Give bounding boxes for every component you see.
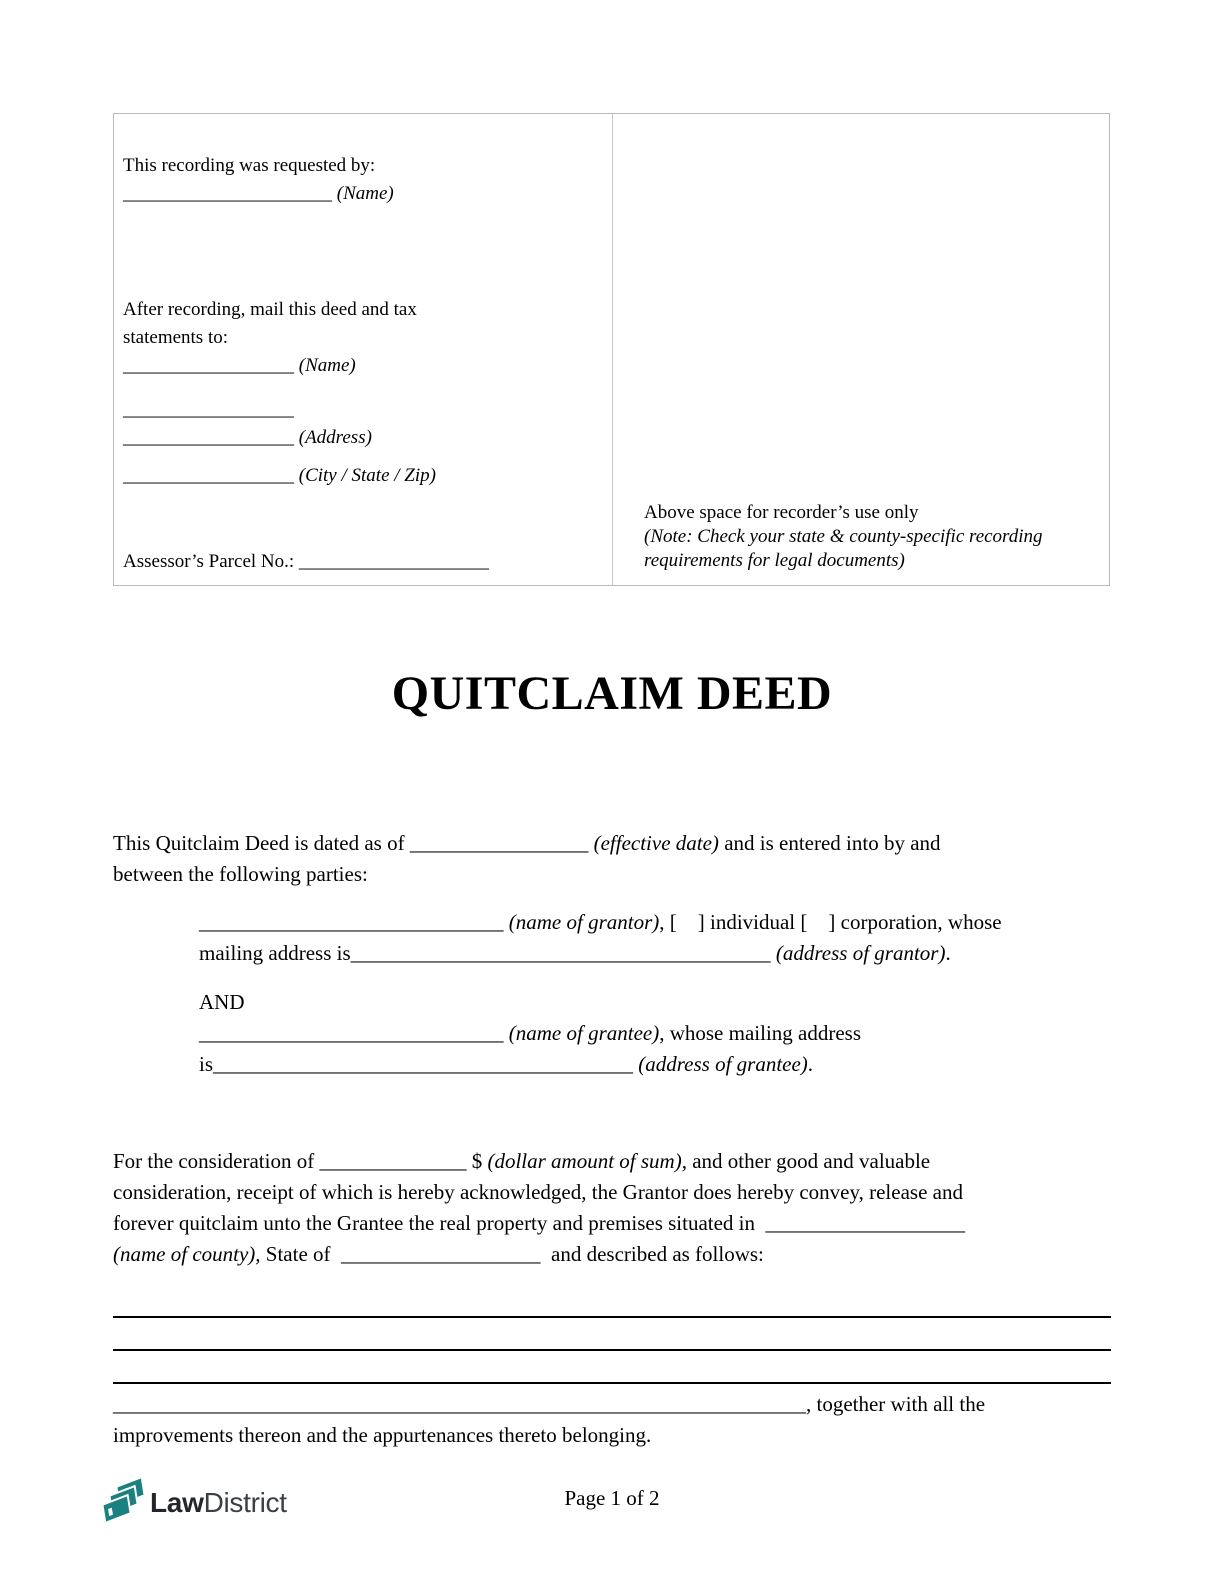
conjunction-and: AND	[199, 990, 245, 1014]
text-line	[113, 828, 1111, 859]
text-segment: .	[945, 941, 951, 965]
text-segment: forever quitclaim unto the Grantee the real property and premises situated in ___________________	[113, 1211, 966, 1235]
text-line	[199, 1049, 1111, 1080]
page-title: QUITCLAIM DEED	[391, 667, 833, 720]
text-segment: , together with all the	[806, 1392, 986, 1416]
text-segment: __________________________________________________________________	[113, 1392, 806, 1416]
hint-italic-text: (dollar amount of sum),	[487, 1149, 687, 1173]
grantee-clause	[199, 1018, 1111, 1080]
text-line	[123, 462, 598, 490]
recording-box	[113, 113, 1110, 586]
intro-paragraph	[113, 828, 1111, 890]
logo-text-law: Law	[150, 1487, 204, 1518]
text-line	[113, 859, 1111, 890]
legal-description-blank-line	[113, 1318, 1111, 1351]
hint-italic-text: requirements for legal documents)	[644, 550, 905, 571]
text-segment: For the consideration of ______________ $	[113, 1149, 488, 1173]
hint-italic-text: (address of grantee)	[638, 1052, 808, 1076]
text-line	[113, 1389, 1111, 1420]
text-segment: improvements thereon and the appurtenances thereto belonging.	[113, 1423, 652, 1447]
text-line	[123, 548, 598, 576]
recorder-use-space	[613, 114, 1109, 585]
text-segment: is________________________________________	[199, 1052, 639, 1076]
consideration-paragraph	[113, 1146, 1111, 1270]
deed-body	[113, 828, 1111, 1451]
text-segment: __________________	[123, 355, 299, 376]
mail-to-section	[123, 296, 598, 380]
text-line	[123, 296, 598, 324]
legal-description-lines	[113, 1285, 1111, 1384]
text-segment: __________________	[123, 465, 299, 486]
text-line	[123, 180, 598, 208]
hint-italic-text: (Name)	[336, 183, 394, 204]
requested-by-section	[123, 152, 598, 208]
text-line	[123, 424, 598, 452]
text-segment: between the following parties:	[113, 862, 368, 886]
text-line	[113, 1208, 1111, 1239]
hint-italic-text: (name of grantee)	[508, 1021, 660, 1045]
text-line	[113, 1146, 1111, 1177]
text-segment: __________________	[123, 427, 299, 448]
hint-italic-text: (Name)	[298, 355, 356, 376]
text-line	[113, 1420, 1111, 1451]
text-segment: statements to:	[123, 327, 229, 348]
mail-to-address-lines	[123, 396, 598, 452]
text-segment: consideration, receipt of which is hereby acknowledged, the Grantor does hereby convey, release and	[113, 1180, 963, 1204]
hint-italic-text: (name of grantor)	[508, 910, 660, 934]
hint-italic-text: (City / State / Zip)	[298, 465, 436, 486]
text-segment: ______________________	[123, 183, 337, 204]
text-segment: , whose mailing address	[659, 1021, 862, 1045]
text-line	[113, 1239, 1111, 1270]
text-line	[123, 152, 598, 180]
mail-to-city-state-zip-line	[123, 462, 598, 490]
text-segment: Assessor’s Parcel No.: ____________________	[123, 551, 489, 572]
text-segment: After recording, mail this deed and tax	[123, 299, 417, 320]
text-segment: mailing address is________________________________________	[199, 941, 776, 965]
legal-description-blank-line	[113, 1351, 1111, 1384]
legal-description-blank-line	[113, 1285, 1111, 1318]
text-segment: This recording was requested by:	[123, 155, 376, 176]
text-line	[123, 352, 598, 380]
closing-clause	[113, 1389, 1111, 1451]
text-line	[123, 324, 598, 352]
text-segment: _____________________________	[199, 1021, 509, 1045]
hint-italic-text: (Note: Check your state & county-specific recording	[644, 526, 1043, 547]
text-segment: This Quitclaim Deed is dated as of _________________	[113, 831, 594, 855]
text-segment: _____________________________	[199, 910, 509, 934]
assessor-parcel-section	[123, 548, 598, 576]
text-line	[199, 1018, 1111, 1049]
recorder-note	[644, 501, 1095, 573]
text-line	[123, 396, 598, 424]
page-number: Page 1 of 2	[564, 1486, 660, 1510]
text-line	[644, 525, 1095, 549]
logo-text-district: District	[203, 1487, 287, 1518]
text-segment: , [ ] individual [ ] corporation, whose	[659, 910, 1002, 934]
recording-box-left-column	[114, 114, 613, 585]
text-line	[113, 1177, 1111, 1208]
text-segment: __________________	[123, 399, 294, 420]
hint-italic-text: (Address)	[298, 427, 372, 448]
text-segment: and other good and valuable	[686, 1149, 931, 1173]
text-segment: Above space for recorder’s use only	[644, 502, 919, 523]
text-line	[199, 938, 1111, 969]
hint-italic-text: (address of grantor)	[775, 941, 946, 965]
hint-italic-text: (name of county),	[113, 1242, 261, 1266]
hint-italic-text: (effective date)	[593, 831, 719, 855]
text-segment: State of ___________________ and described as follows:	[260, 1242, 764, 1266]
text-line	[644, 549, 1095, 573]
text-segment: and is entered into by and	[718, 831, 941, 855]
text-line	[199, 907, 1111, 938]
grantor-clause	[199, 907, 1111, 969]
parties-block	[199, 907, 1111, 1080]
text-segment: .	[807, 1052, 814, 1076]
text-line	[644, 501, 1095, 525]
